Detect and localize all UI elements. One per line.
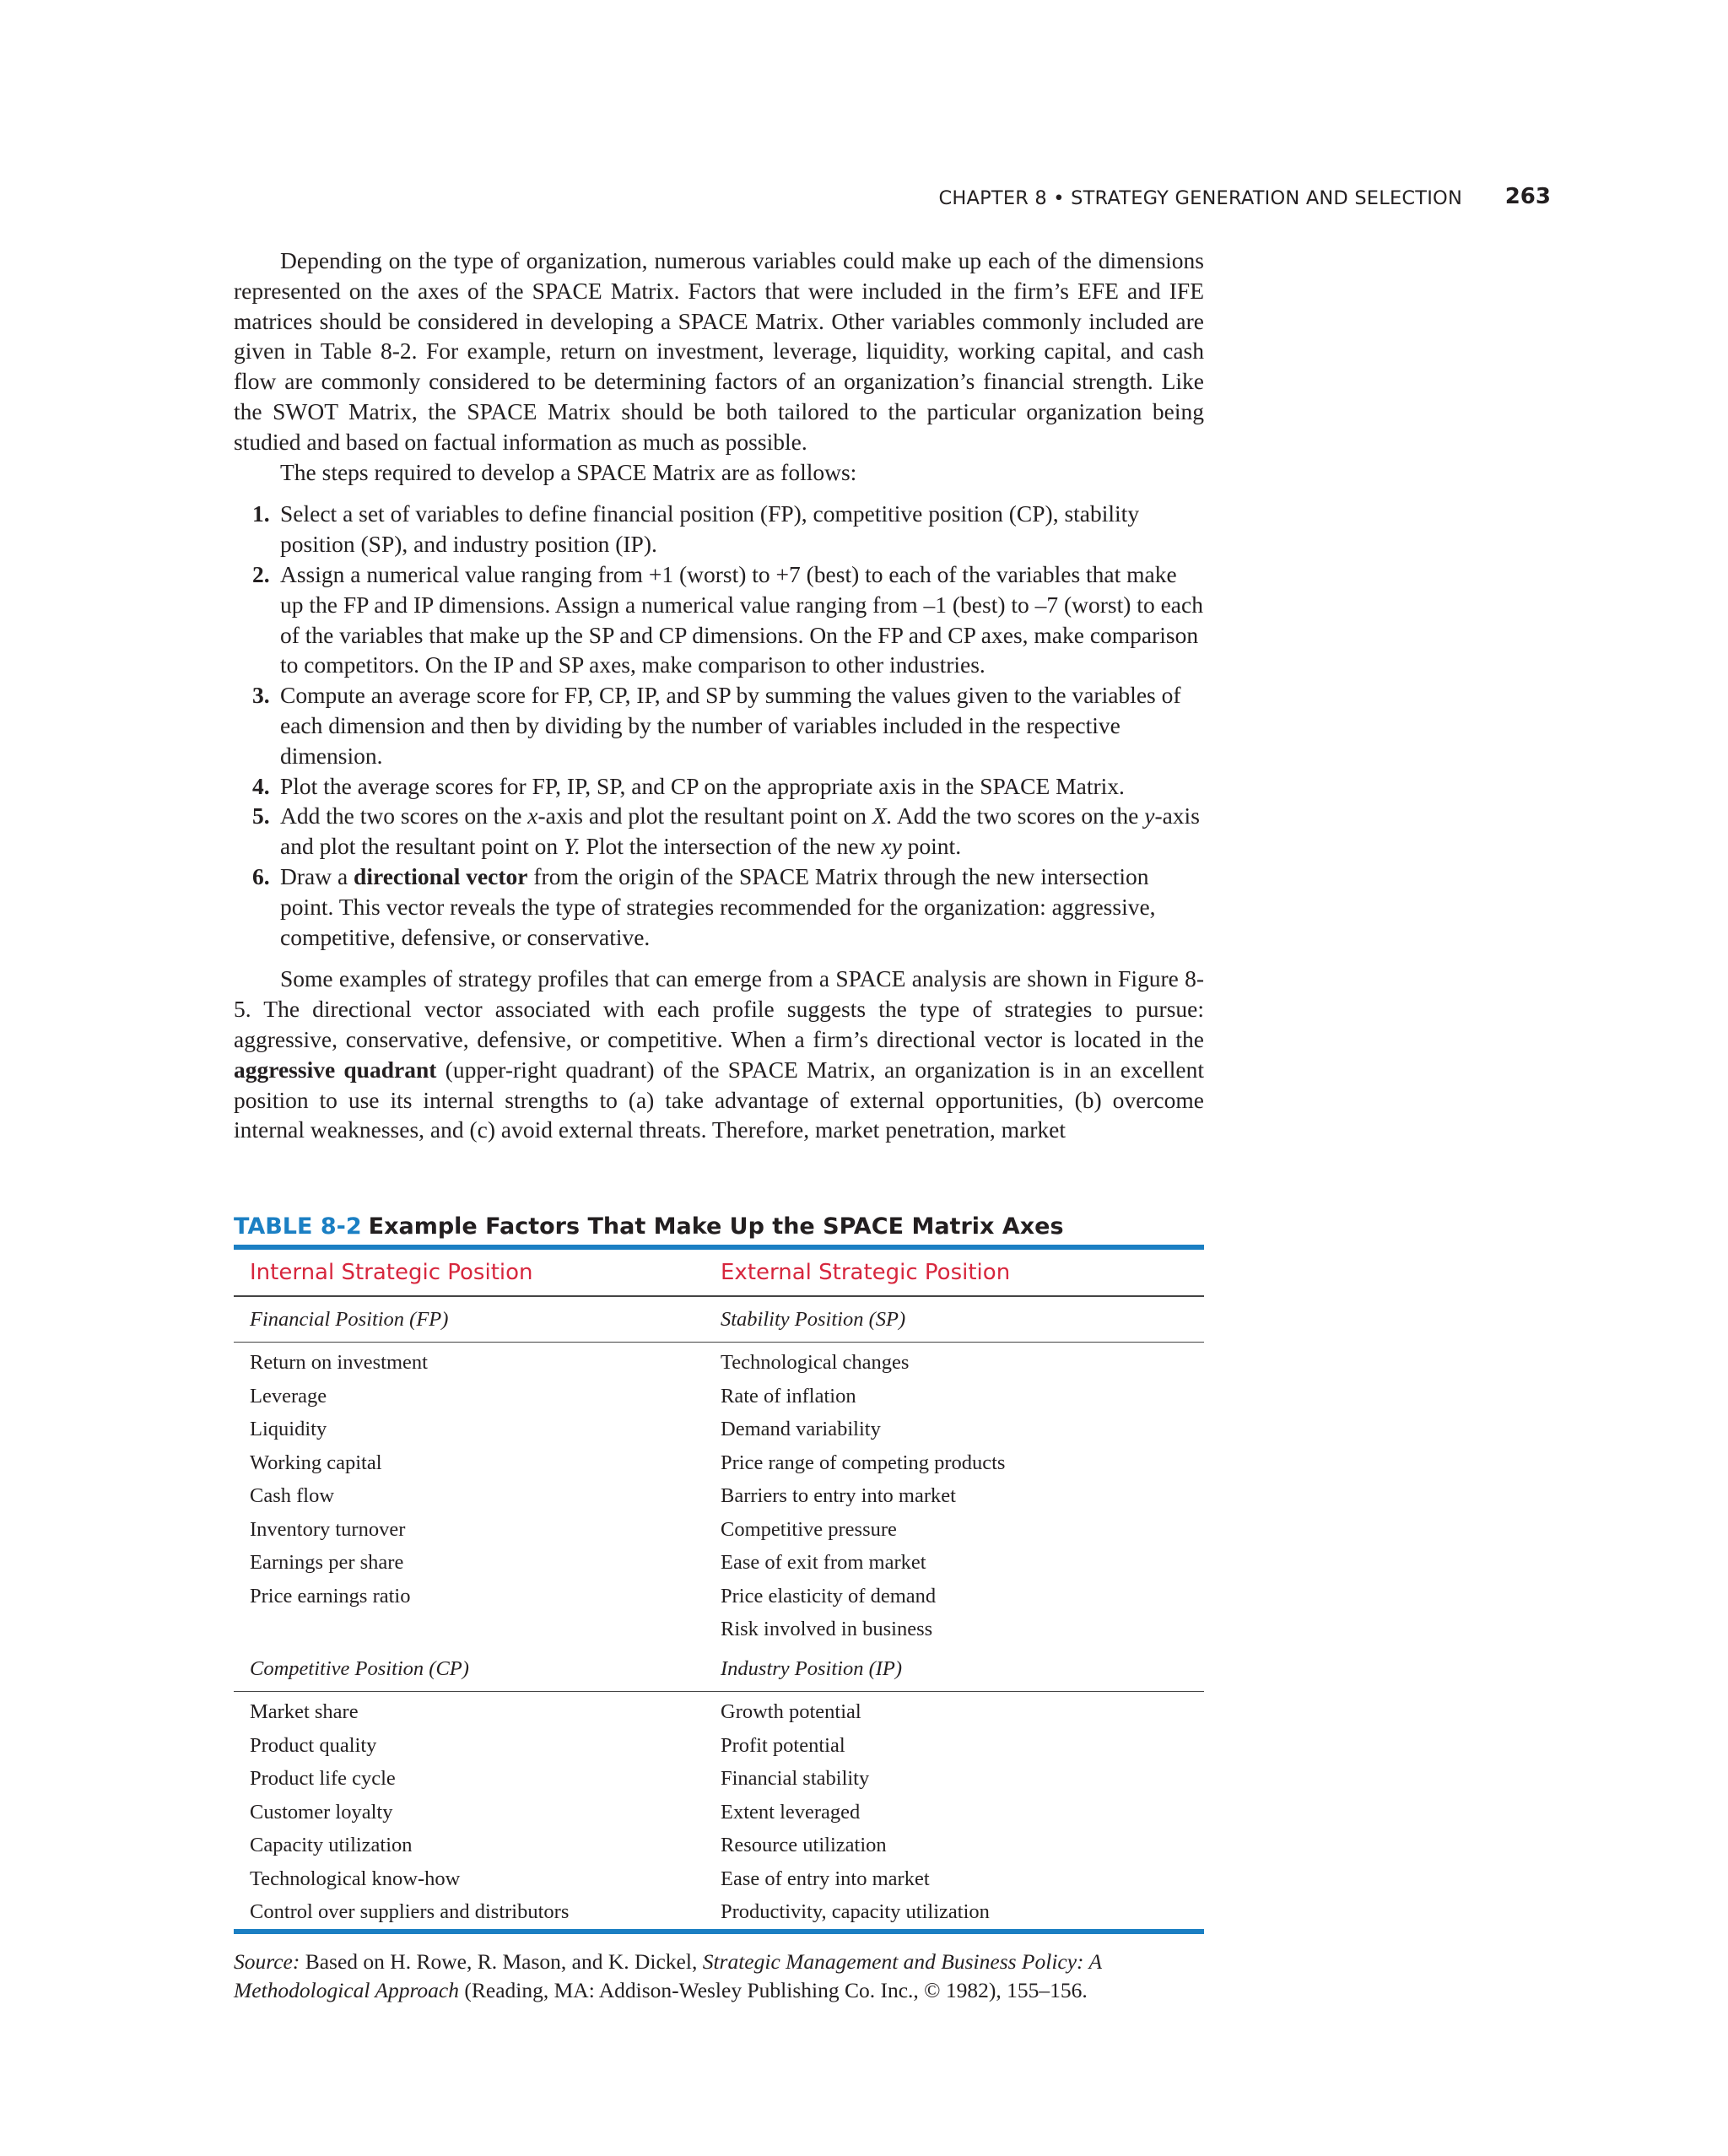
cell-internal: Product life cycle [250,1767,396,1790]
table-row [234,1862,1204,1896]
cell-internal: Earnings per share [250,1551,404,1574]
table-row [234,1796,1204,1829]
table-source-note: Source: Based on H. Rowe, R. Mason, and K. Dickel, Strategic Management and Business Policy: A Methodological Approach (Reading, MA: Addison-Wesley Publishing Co. Inc., © 1982), 155–156. [234,1949,1102,2002]
table-row [234,1380,1204,1413]
subheader-internal: Competitive Position (CP) [250,1656,469,1680]
column-header-internal: Internal Strategic Position [250,1260,533,1285]
table-row [234,1346,1204,1380]
cell-external: Productivity, capacity utilization [721,1900,990,1923]
cell-external: Ease of exit from market [721,1551,926,1574]
table-row [234,1829,1204,1862]
cell-internal: Product quality [250,1733,377,1757]
table-number: TABLE 8-2 [234,1213,362,1240]
running-head: CHAPTER 8 • STRATEGY GENERATION AND SELECTION [938,187,1462,209]
cell-internal: Liquidity [250,1418,327,1440]
list-item: 4. Plot the average scores for FP, IP, SP, and CP on the appropriate axis in the SPACE Matrix. [252,772,1125,799]
subheader-external: Stability Position (SP) [721,1307,906,1331]
subheader-external: Industry Position (IP) [721,1656,903,1680]
column-header-external: External Strategic Position [721,1260,1011,1285]
page-header [938,184,1551,214]
cell-internal [234,1613,721,1646]
steps-list [234,499,1204,952]
table-column-headers [234,1250,1204,1295]
cell-external: Financial stability [721,1767,870,1790]
cell-external: Risk involved in business [721,1618,933,1640]
cell-external: Growth potential [721,1700,861,1723]
table-body [234,1297,1204,1929]
cell-external: Price range of competing products [721,1451,1006,1474]
table-subheader [234,1646,1204,1691]
paragraph-3: Some examples of strategy profiles that can emerge from a SPACE analysis are shown in Figure 8-5. The directional vector associated with each profile suggests the type of strategies to pursue: aggressive, conservative, defensive, or competitive. When a firm’s directional vector is located in the aggressive quadrant (upper-right quadrant) of the SPACE Matrix, an organization is in an excellent position to use its internal strengths to (a) take advantage of external opportunities, (b) overcome internal weaknesses, and (c) avoid external threats. Therefore, market penetration, market [234,965,1204,1143]
table-row [234,1413,1204,1446]
cell-internal: Capacity utilization [250,1834,413,1856]
list-item: 2. Assign a numerical value ranging from +1 (worst) to +7 (best) to each of the variables that make up the FP and IP dimensions. Assign a numerical value ranging from –1 (best) to –7 (worst) to each of the variables that make up the SP and CP dimensions. On the FP and CP axes, make comparison to competitors. On the IP and SP axes, make comparison to other industries. [252,560,1203,678]
body-text [234,246,1204,1145]
cell-external: Resource utilization [721,1834,887,1856]
subheader-internal: Financial Position (FP) [250,1307,449,1331]
cell-external: Technological changes [721,1351,910,1374]
cell-external: Extent leveraged [721,1800,861,1824]
list-item: 5. Add the two scores on the x-axis and plot the resultant point on X. Add the two scores on the y-axis and plot the resultant point on Y. Plot the intersection of the new xy point. [252,802,1200,860]
table-title [234,1209,1204,1245]
cell-internal: Cash flow [250,1484,335,1507]
term-aggressive-quadrant: aggressive quadrant [234,1056,437,1083]
cell-internal: Control over suppliers and distributors [250,1900,570,1923]
cell-external: Profit potential [721,1733,845,1757]
cell-external: Rate of inflation [721,1384,856,1408]
cell-internal: Price earnings ratio [250,1584,411,1608]
cell-external: Competitive pressure [721,1517,897,1541]
cell-internal: Leverage [250,1384,327,1408]
list-item: 1. Select a set of variables to define financial position (FP), competitive position (CP), stability position (SP), and industry position (IP). [252,500,1140,558]
cell-internal: Inventory turnover [250,1517,406,1541]
cell-external: Demand variability [721,1418,881,1440]
table-row [234,1546,1204,1580]
term-directional-vector: directional vector [354,862,528,889]
list-item: 3. Compute an average score for FP, CP, IP, and SP by summing the values given to the variables of each dimension and then by dividing by the number of variables included in the respective dimension. [252,682,1181,769]
cell-external: Price elasticity of demand [721,1584,937,1608]
source-title: Strategic Management and Business Policy: A Methodological Approach [234,1949,1102,2002]
cell-external: Barriers to entry into market [721,1484,956,1507]
cell-internal: Customer loyalty [250,1800,393,1824]
table-row [234,1695,1204,1729]
paragraph-2: The steps required to develop a SPACE Matrix are as follows: [280,458,857,485]
table-caption: Example Factors That Make Up the SPACE Matrix Axes [368,1213,1064,1240]
table-row [234,1446,1204,1480]
list-item: 6. Draw a directional vector from the origin of the SPACE Matrix through the new intersection point. This vector reveals the type of strategies recommended for the organization: aggressive, competitive, defensive, or conservative. [252,862,1156,950]
table-row [234,1580,1204,1613]
bottom-rule [234,1929,1204,1934]
paragraph-1: Depending on the type of organization, numerous variables could make up each of the dimensions represented on the axes of the SPACE Matrix. Factors that were included in the firm’s EFE and IFE matrices should be considered in developing a SPACE Matrix. Other variables commonly included are given in Table 8-2. For example, return on investment, leverage, liquidity, working capital, and cash flow are commonly considered to be determining factors of an organization’s financial strength. Like the SWOT Matrix, the SPACE Matrix should be both tailored to the particular organization being studied and based on factual information as much as possible. [234,247,1204,455]
cell-internal: Market share [250,1700,359,1723]
cell-internal: Technological know-how [250,1867,461,1890]
page-number: 263 [1504,184,1551,209]
cell-external: Ease of entry into market [721,1867,930,1890]
table-row [234,1613,1204,1646]
table-row [234,1895,1204,1929]
cell-internal: Return on investment [250,1351,428,1374]
cell-internal: Working capital [250,1451,382,1474]
table-row [234,1729,1204,1763]
table-row [234,1513,1204,1547]
space-factors-table [234,1209,1204,1934]
table-subheader [234,1297,1204,1342]
table-row [234,1762,1204,1796]
table-row [234,1479,1204,1513]
